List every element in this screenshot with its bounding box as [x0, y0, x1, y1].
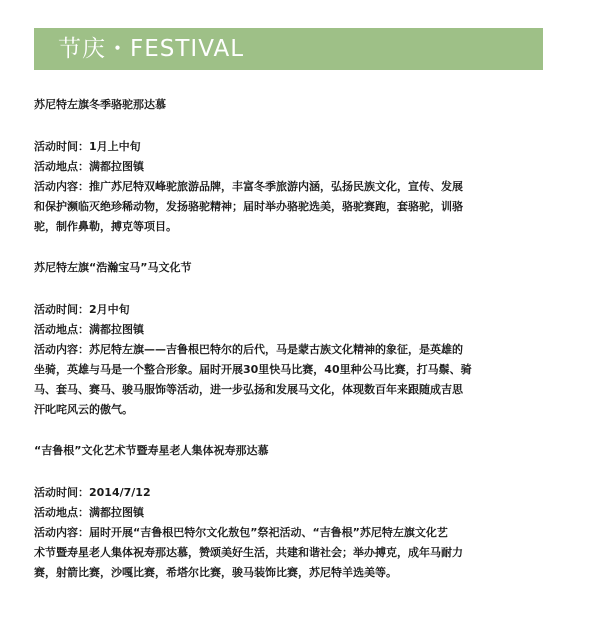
event-content-line: 汗叱咤风云的傲气。 [34, 403, 133, 416]
event-content-line: 和保护濒临灭绝珍稀动物，发扬骆驼精神；届时举办骆驼选美，骆驼赛跑，套骆驼，训骆 [34, 200, 463, 213]
event-content [34, 340, 549, 360]
event-time [34, 483, 549, 503]
time-value: 2月中旬 [89, 303, 130, 316]
section-banner [34, 28, 543, 70]
place-label: 活动地点： [34, 506, 89, 519]
event-place [34, 320, 549, 340]
time-label: 活动时间： [34, 486, 89, 499]
time-label: 活动时间： [34, 303, 89, 316]
event-time [34, 300, 549, 320]
place-value: 满都拉图镇 [89, 160, 144, 173]
content-line: 推广苏尼特双峰驼旅游品牌，丰富冬季旅游内涵，弘扬民族文化，宣传、发展 [89, 180, 463, 193]
place-value: 满都拉图镇 [89, 506, 144, 519]
content-line: 届时开展“吉鲁根巴特尔文化敖包”祭祀活动、“吉鲁根”苏尼特左旗文化艺 [89, 526, 448, 539]
place-label: 活动地点： [34, 160, 89, 173]
event-title: 苏尼特左旗“浩瀚宝马”马文化节 [34, 261, 192, 274]
event-place [34, 157, 549, 177]
event-content-line: 术节暨寿星老人集体祝寿那达慕，赞颂美好生活，共建和谐社会；举办搏克，成年马耐力 [34, 546, 463, 559]
event-content-line: 马、套马、赛马、骏马服饰等活动，进一步弘扬和发展马文化，体现数百年来跟随成吉思 [34, 383, 463, 396]
event-content [34, 523, 549, 543]
place-value: 满都拉图镇 [89, 323, 144, 336]
time-label: 活动时间： [34, 140, 89, 153]
section-title: 节庆・FESTIVAL [58, 36, 245, 62]
event-content-line: 驼，制作鼻勒，搏克等项目。 [34, 220, 177, 233]
event-content [34, 177, 549, 197]
content-label: 活动内容： [34, 343, 89, 356]
event-time [34, 137, 549, 157]
event-item [34, 95, 549, 237]
event-content-line: 赛，射箭比赛，沙嘎比赛，希塔尔比赛，骏马装饰比赛，苏尼特羊选美等。 [34, 566, 397, 579]
event-place [34, 503, 549, 523]
time-value: 2014/7/12 [89, 486, 151, 499]
content-line: 苏尼特左旗——吉鲁根巴特尔的后代，马是蒙古族文化精神的象征，是英雄的 [89, 343, 463, 356]
content-label: 活动内容： [34, 180, 89, 193]
content-label: 活动内容： [34, 526, 89, 539]
event-content-line: 坐骑，英雄与马是一个整合形象。届时开展30里快马比赛，40里种公马比赛，打马鬃、骑 [34, 363, 472, 376]
place-label: 活动地点： [34, 323, 89, 336]
event-item [34, 258, 549, 420]
event-list [34, 95, 549, 604]
event-title: 苏尼特左旗冬季骆驼那达慕 [34, 98, 166, 111]
event-item [34, 441, 549, 583]
time-value: 1月上中旬 [89, 140, 141, 153]
event-title: “吉鲁根”文化艺术节暨寿星老人集体祝寿那达慕 [34, 444, 269, 457]
